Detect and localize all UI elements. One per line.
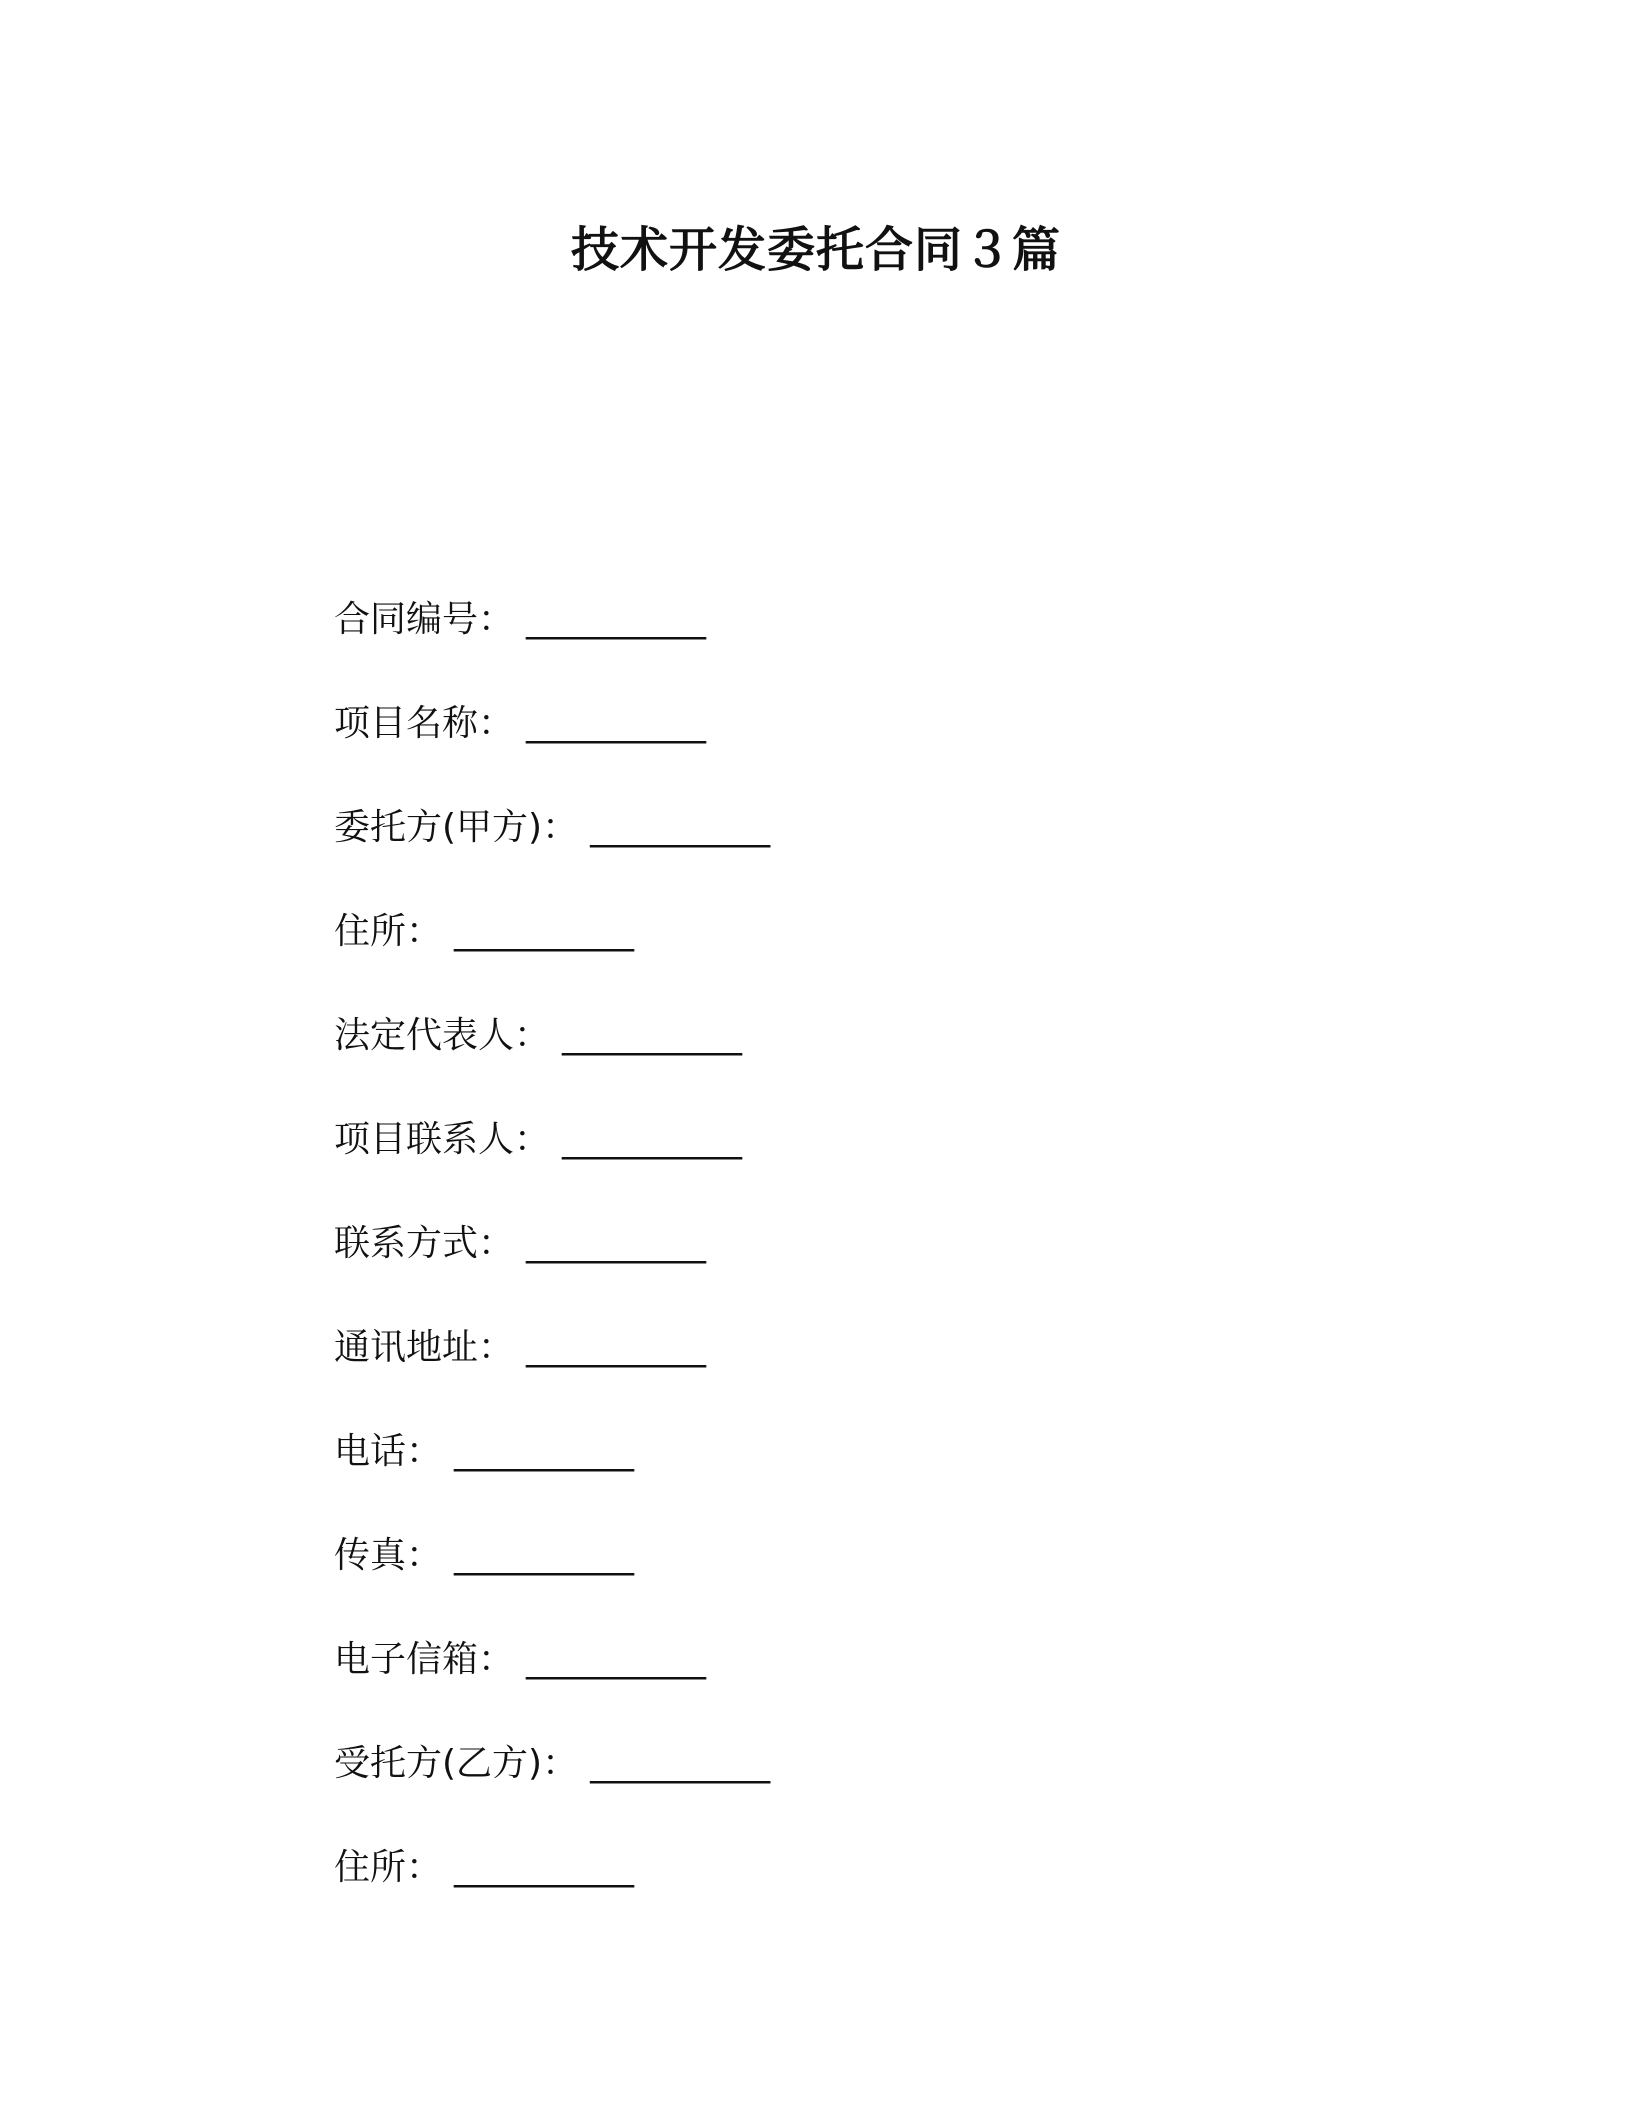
field-email (334, 1630, 770, 1734)
field-address-party-b (334, 1838, 770, 1942)
field-blank-line: __________ (526, 703, 707, 744)
field-colon: ： (514, 1015, 551, 1056)
field-mailing-address (334, 1318, 770, 1422)
field-blank-line: __________ (454, 1535, 635, 1576)
field-label: 电话 (334, 1431, 407, 1472)
field-contact-method (334, 1214, 770, 1318)
field-colon: ： (406, 1431, 443, 1472)
field-legal-representative (334, 1006, 770, 1110)
field-project-name (334, 694, 770, 798)
field-blank-line: __________ (454, 1847, 635, 1888)
field-blank-line: __________ (526, 1327, 707, 1368)
field-colon: ： (406, 911, 443, 952)
field-blank-line: __________ (590, 1743, 771, 1784)
field-contract-number (334, 590, 770, 694)
field-blank-line: __________ (454, 1431, 635, 1472)
field-blank-line: __________ (562, 1119, 743, 1160)
field-colon: ： (478, 599, 515, 640)
field-colon: ： (406, 1535, 443, 1576)
field-blank-line: __________ (526, 1639, 707, 1680)
field-label: 传真 (334, 1535, 407, 1576)
contract-field-list (334, 590, 770, 1942)
field-label: 电子信箱 (334, 1639, 479, 1680)
field-colon: ： (478, 703, 515, 744)
field-colon: ： (542, 1743, 579, 1784)
field-colon: ： (406, 1847, 443, 1888)
field-label: 项目联系人 (334, 1119, 515, 1160)
field-blank-line: __________ (562, 1015, 743, 1056)
field-client-party-a (334, 798, 770, 902)
field-label: 项目名称 (334, 703, 479, 744)
field-colon: ： (514, 1119, 551, 1160)
field-blank-line: __________ (526, 599, 707, 640)
field-label: 通讯地址 (334, 1327, 479, 1368)
field-label: 委托方(甲方) (334, 807, 543, 848)
field-contractor-party-b (334, 1734, 770, 1838)
field-label: 联系方式 (334, 1223, 479, 1264)
field-address-party-a (334, 902, 770, 1006)
field-phone (334, 1422, 770, 1526)
field-label: 住所 (334, 1847, 407, 1888)
field-colon: ： (478, 1327, 515, 1368)
field-label: 法定代表人 (334, 1015, 515, 1056)
field-label: 住所 (334, 911, 407, 952)
field-blank-line: __________ (526, 1223, 707, 1264)
field-blank-line: __________ (590, 807, 771, 848)
field-label: 受托方(乙方) (334, 1743, 543, 1784)
field-colon: ： (542, 807, 579, 848)
field-project-contact (334, 1110, 770, 1214)
field-colon: ： (478, 1639, 515, 1680)
field-fax (334, 1526, 770, 1630)
document-title: 技术开发委托合同３篇 (570, 222, 1061, 278)
field-label: 合同编号 (334, 599, 479, 640)
field-colon: ： (478, 1223, 515, 1264)
field-blank-line: __________ (454, 911, 635, 952)
